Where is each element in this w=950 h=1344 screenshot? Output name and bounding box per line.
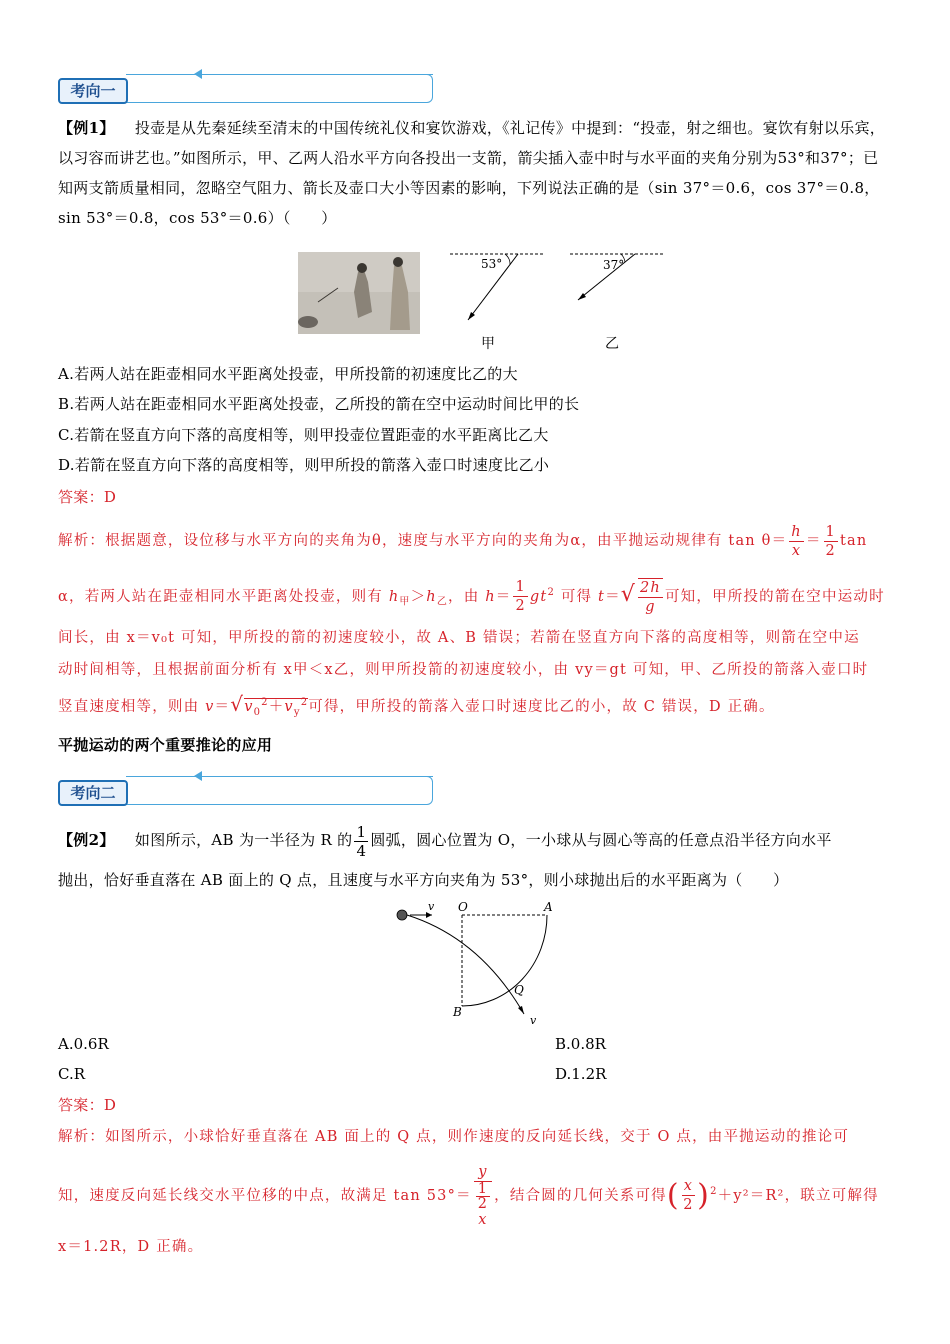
analysis-text-5b: 可得，甲所投的箭落入壶口时速度比乙的小，故 C 错误，D 正确。 [308, 698, 775, 715]
answer-label: 答案 [58, 488, 89, 506]
option-b-2: B.0.8R [555, 1035, 606, 1053]
analysis-line-2: α，若两人站在距壶相同水平距离处投壶，则有 $h_甲>h_乙$，由 h＝ $\frac{1}{2}$ $gt^2$ 可得 t＝√ $\frac{2h}{g}$ 可知，甲所投的箭在空中运动时 [58, 579, 885, 615]
answer-value-2: D [103, 1096, 117, 1114]
arc-diagram [390, 898, 570, 1028]
option-a: A.若两人站在距壶相同水平距离处投壶，甲所投箭的初速度比乙的大 [58, 365, 518, 383]
fraction-quarter: $\frac{1}{4}$ [356, 822, 367, 860]
arrow-diagram-1 [445, 244, 555, 354]
angle-37-label: 37° [603, 258, 625, 272]
velocity-label: v [428, 900, 435, 913]
point-q-label: Q [514, 983, 524, 997]
section-tag-1 [58, 74, 433, 104]
fraction-one-half: $\frac{1}{2}$ [825, 523, 836, 559]
analysis-line-3: 间长，由 x＝v₀t 可知，甲所投的箭的初速度较小，故 A、B 错误；若箭在竖直方向下落的高度相等，则箭在空中运 [58, 630, 860, 646]
option-c-2: C.R [58, 1065, 86, 1083]
arrow-icon [194, 771, 202, 781]
example1-text: 投壶是从先秦延续至清末的中国传统礼仪和宴饮游戏，《礼记传》中提到：“投壶，射之细也。宴饮有射以乐宾，以习容而讲艺也。”如图所示，甲、乙两人沿水平方向各投出一支箭，箭尖插入壶中时与水平面的夹角分别为53°和37°；已知两支箭质量相同，忽略空气阻力、箭长及壶口大小等因素的影响，下列说法正确的是（sin 37°＝0.6，cos 37°＝0.8，sin 53°＝0.8，cos 53°＝0.6）（ ） [58, 119, 886, 227]
figure-label-yi: 乙 [605, 336, 619, 352]
analysis-line-1: 解析：根据题意，设位移与水平方向的夹角为θ，速度与水平方向的夹角为α，由平抛运动规律有 tan θ＝ $\frac{h}{x}$ ＝ $\frac{1}{2}$ tan [58, 523, 868, 559]
tag-frame [126, 776, 433, 805]
tag-frame [126, 74, 433, 103]
tag-label: 考向二 [58, 780, 128, 806]
analysis-line-5: 竖直速度相等，则由 $v=√v_0^2+v_y^2$可得，甲所投的箭落入壶口时速度比乙的小，故 C 错误，D 正确。 [58, 691, 775, 718]
example2-question [58, 818, 898, 898]
analysis-line-4: 动时间相等，且根据前面分析有 x甲＜x乙，则甲所投箭的初速度较小，由 vy＝gt 可知，甲、乙所投的箭落入壶口时 [58, 662, 869, 678]
option-d-2: D.1.2R [555, 1065, 607, 1083]
analysis2-text-2a: 知，速度反向延长线交水平位移的中点，故满足 tan 53°＝ [58, 1187, 472, 1204]
option-a-2: A.0.6R [58, 1035, 109, 1053]
example1-answer: 答案：D [58, 488, 117, 506]
painting-drawing [298, 252, 420, 334]
analysis2-text-2c: ＋y²＝R²，联立可解得 [717, 1187, 879, 1204]
fraction-x-over-2: $\frac{x}{2}$ [683, 1178, 694, 1214]
example2-answer: 答案：D [58, 1096, 117, 1114]
analysis-text-1a: 根据题意，设位移与水平方向的夹角为θ，速度与水平方向的夹角为α，由平抛运动规律有 tan θ＝ [105, 533, 788, 549]
point-a-label: A [544, 900, 553, 914]
analysis-text-1b: tan [839, 533, 868, 549]
analysis2-text-1: 如图所示，小球恰好垂直落在 AB 面上的 Q 点，则作速度的反向延长线，交于 O 点，由平抛运动的推论可 [105, 1129, 850, 1145]
example2-text-1b: 圆弧，圆心位置为 O，一小球从与圆心等高的任意点沿半径方向水平 [370, 831, 832, 849]
analysis2-line-3: x＝1.2R，D 正确。 [58, 1239, 204, 1255]
arrow-icon [194, 69, 202, 79]
example1-question [58, 113, 893, 233]
fraction-2h-over-g: $\frac{2h}{g}$ [639, 579, 661, 615]
analysis-text-2a: α，若两人站在距壶相同水平距离处投壶，则有 [58, 588, 383, 605]
answer-label-2: 答案 [58, 1096, 89, 1114]
example2-line-2: 抛出，恰好垂直落在 AB 面上的 Q 点，且速度与水平方向夹角为 53°，则小球抛出后的水平距离为（ ） [58, 871, 789, 889]
painting-image [298, 252, 420, 334]
fraction-half-2: $\frac{1}{2}$ [515, 579, 526, 615]
option-c: C.若箭在竖直方向下落的高度相等，则甲投壶位置距壶的水平距离比乙大 [58, 426, 549, 444]
analysis-text-5a: 竖直速度相等，则由 [58, 698, 200, 715]
angle-53-label: 53° [481, 257, 503, 271]
section-heading: 平抛运动的两个重要推论的应用 [58, 736, 273, 754]
analysis-text-2b: ，由 [448, 588, 480, 605]
fraction-h-over-x: $\frac{h}{x}$ [791, 523, 802, 559]
example2-label: 【例2】 [58, 831, 115, 849]
example2-line-1 [58, 818, 898, 862]
analysis2-label: 解析 [58, 1129, 90, 1145]
analysis-label: 解析 [58, 533, 90, 549]
example2-text-1a: 如图所示，AB 为一半径为 R 的 [134, 831, 353, 849]
point-o-label: O [458, 900, 468, 914]
tag-line [198, 74, 433, 75]
velocity-label-2: v [530, 1014, 537, 1027]
example1-label: 【例1】 [58, 119, 115, 137]
answer-value: D [103, 488, 117, 506]
arrow-diagram-2 [565, 244, 675, 354]
example1-analysis [58, 518, 898, 720]
example2-analysis [58, 1122, 898, 1262]
figure-label-jia: 甲 [481, 336, 495, 352]
fraction-y-over-half-x: y 1 2 x [474, 1163, 492, 1229]
analysis2-line-1: 解析：如图所示，小球恰好垂直落在 AB 面上的 Q 点，则作速度的反向延长线，交于 O 点，由平抛运动的推论可 [58, 1129, 850, 1145]
section-tag-2 [58, 776, 433, 806]
option-b: B.若两人站在距壶相同水平距离处投壶，乙所投的箭在空中运动时间比甲的长 [58, 395, 580, 413]
tag-label: 考向一 [58, 78, 128, 104]
option-d: D.若箭在竖直方向下落的高度相等，则甲所投的箭落入壶口时速度比乙小 [58, 456, 550, 474]
analysis2-text-2b: ，结合圆的几何关系可得 [494, 1187, 667, 1204]
analysis-text-2d: 可知，甲所投的箭在空中运动时 [664, 588, 885, 605]
point-b-label: B [453, 1005, 462, 1019]
analysis2-line-2: 知，速度反向延长线交水平位移的中点，故满足 tan 53°＝ y 1 2 x ，结合圆的几何关系可得( $\frac{x}{2}$ )$^2$＋y²＝R²，联立可解得 [58, 1163, 879, 1228]
tag-line [198, 776, 433, 777]
analysis-text-2c: 可得 [560, 588, 593, 605]
